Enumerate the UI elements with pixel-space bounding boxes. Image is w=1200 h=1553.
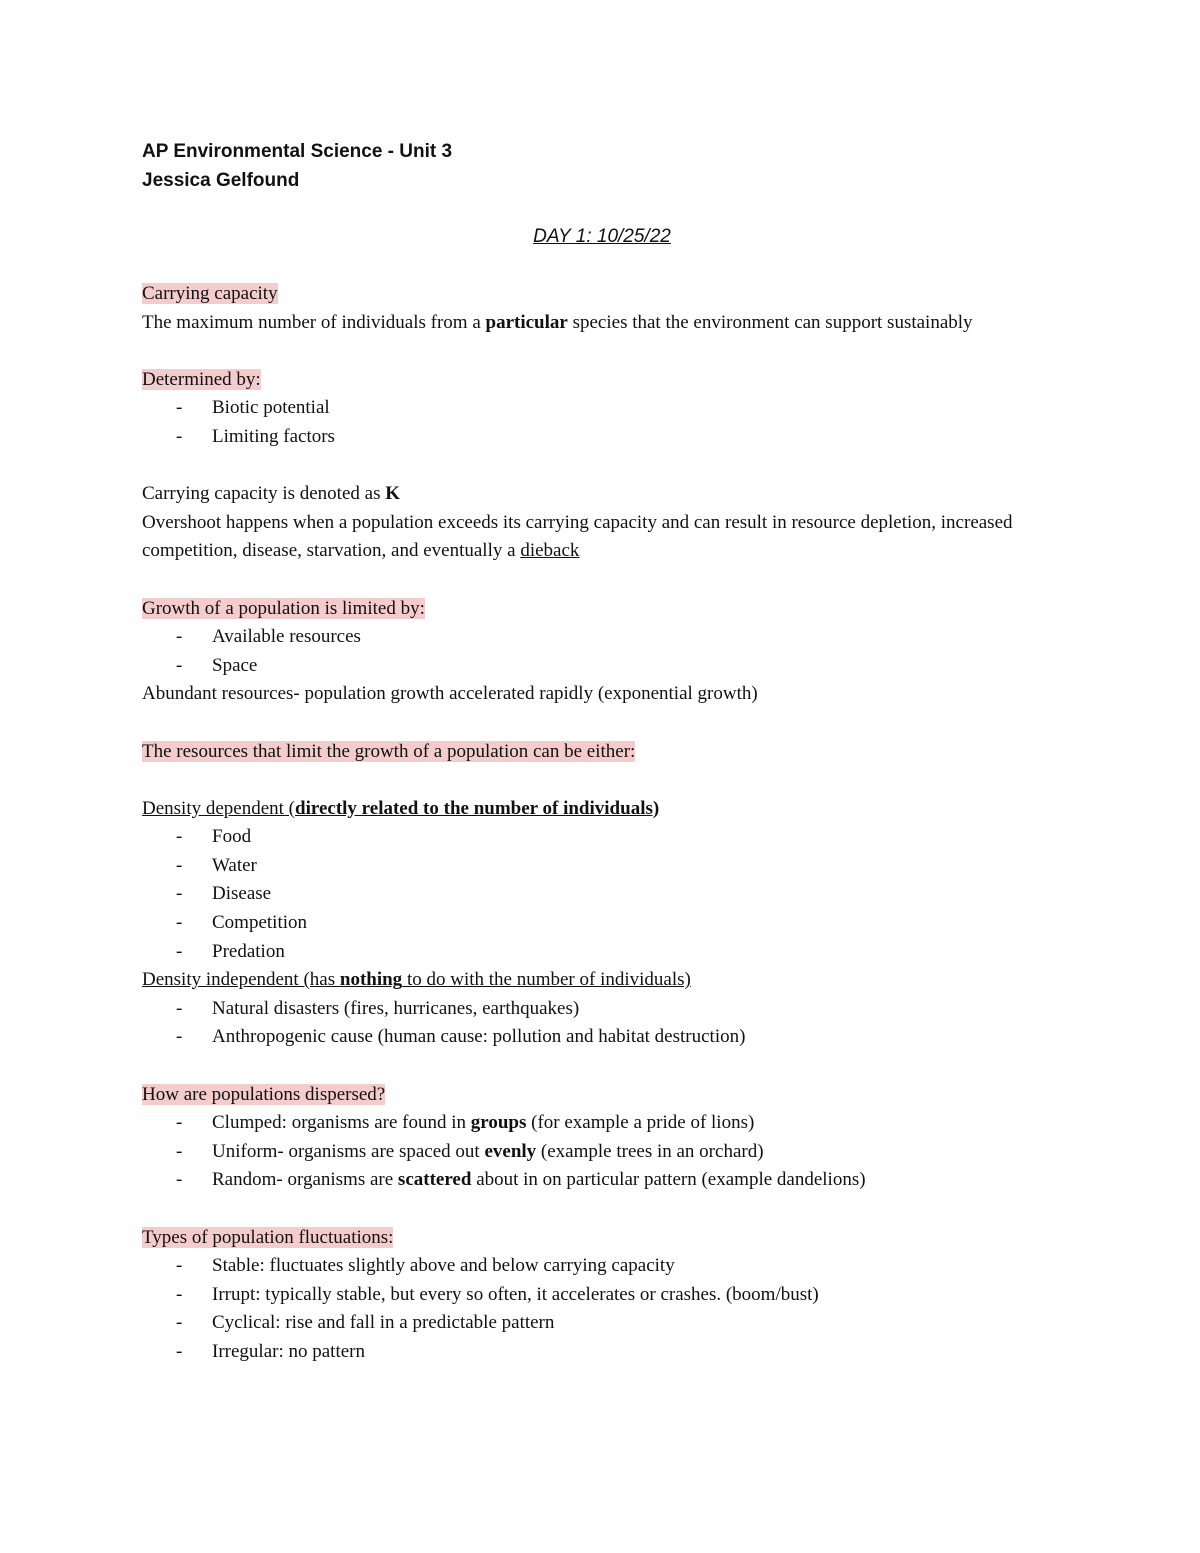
list-item bbox=[142, 1166, 1062, 1195]
fluctuations-list bbox=[142, 1252, 1062, 1366]
resources-limit-heading: The resources that limit the growth of a population can be either: bbox=[142, 740, 636, 762]
spacer bbox=[142, 566, 1062, 595]
list-item: - Cyclical: rise and fall in a predictable pattern bbox=[142, 1309, 1062, 1338]
definition-text: The maximum number of individuals from a bbox=[142, 311, 486, 333]
item-text: Random- organisms are bbox=[212, 1169, 398, 1191]
list-item: - Available resources bbox=[142, 623, 1062, 652]
density-dependent-text: Density dependent ( bbox=[142, 797, 296, 819]
growth-limited-list bbox=[142, 623, 1062, 680]
spacer bbox=[142, 709, 1062, 738]
carrying-capacity-definition bbox=[142, 309, 1062, 338]
spacer bbox=[142, 766, 1062, 795]
density-independent-text-end: to do with the number of individuals) bbox=[402, 969, 691, 991]
carrying-capacity-section bbox=[142, 280, 1062, 309]
determined-by-list bbox=[142, 394, 1062, 451]
determined-by-heading: Determined by: bbox=[142, 368, 261, 390]
denoted-line bbox=[142, 480, 1062, 509]
fluctuations-heading: Types of population fluctuations: bbox=[142, 1226, 394, 1248]
growth-limited-section bbox=[142, 595, 1062, 624]
list-item: - Anthropogenic cause (human cause: pollution and habitat destruction) bbox=[142, 1023, 1062, 1052]
spacer bbox=[142, 1195, 1062, 1224]
list-item: - Water bbox=[142, 852, 1062, 881]
growth-limited-heading: Growth of a population is limited by: bbox=[142, 597, 425, 619]
determined-by-section bbox=[142, 366, 1062, 395]
notes-body bbox=[142, 280, 1062, 1367]
list-item: - Irregular: no pattern bbox=[142, 1338, 1062, 1367]
document-page bbox=[142, 137, 1062, 1367]
denoted-text: Carrying capacity is denoted as bbox=[142, 483, 386, 505]
document-author: Jessica Gelfound bbox=[142, 170, 300, 191]
density-dependent-label bbox=[142, 795, 1062, 824]
item-bold: groups bbox=[470, 1112, 527, 1134]
list-item bbox=[142, 1109, 1062, 1138]
k-symbol: K bbox=[385, 483, 401, 505]
list-item: - Food bbox=[142, 823, 1062, 852]
spacer bbox=[142, 1052, 1062, 1081]
list-item: - Biotic potential bbox=[142, 394, 1062, 423]
density-independent-label bbox=[142, 966, 1062, 995]
document-title: AP Environmental Science - Unit 3 bbox=[142, 141, 453, 162]
item-bold: evenly bbox=[484, 1140, 537, 1162]
overshoot-text: Overshoot happens when a population exceeds its carrying capacity and can result in resource depletion, increased competition, disease, starvation, and eventually a bbox=[142, 511, 1013, 562]
item-text: Clumped: organisms are found in bbox=[212, 1112, 471, 1134]
dispersion-heading: How are populations dispersed? bbox=[142, 1083, 386, 1105]
definition-bold: particular bbox=[485, 311, 568, 333]
overshoot-paragraph bbox=[142, 509, 1062, 566]
carrying-capacity-heading: Carrying capacity bbox=[142, 283, 278, 304]
item-bold: scattered bbox=[397, 1169, 472, 1191]
list-item: - Irrupt: typically stable, but every so often, it accelerates or crashes. (boom/bust) bbox=[142, 1281, 1062, 1310]
density-independent-bold: nothing bbox=[339, 969, 403, 991]
day-heading: DAY 1: 10/25/22 bbox=[533, 226, 671, 247]
spacer bbox=[142, 452, 1062, 481]
list-item: - Limiting factors bbox=[142, 423, 1062, 452]
density-dependent-list bbox=[142, 823, 1062, 966]
list-item: - Space bbox=[142, 652, 1062, 681]
list-item: - Predation bbox=[142, 938, 1062, 967]
dispersion-section bbox=[142, 1081, 1062, 1110]
density-independent-list bbox=[142, 995, 1062, 1052]
list-item bbox=[142, 1138, 1062, 1167]
density-independent-text: Density independent (has bbox=[142, 969, 340, 991]
list-item: - Stable: fluctuates slightly above and below carrying capacity bbox=[142, 1252, 1062, 1281]
item-text-end: about in on particular pattern (example dandelions) bbox=[471, 1169, 866, 1191]
abundant-resources-note: Abundant resources- population growth accelerated rapidly (exponential growth) bbox=[142, 683, 758, 705]
item-text-end: (example trees in an orchard) bbox=[536, 1140, 764, 1162]
resources-limit-section bbox=[142, 738, 1062, 767]
item-text-end: (for example a pride of lions) bbox=[526, 1112, 755, 1134]
list-item: - Disease bbox=[142, 880, 1062, 909]
fluctuations-section bbox=[142, 1224, 1062, 1253]
definition-text-end: species that the environment can support sustainably bbox=[567, 311, 973, 333]
item-text: Uniform- organisms are spaced out bbox=[212, 1140, 485, 1162]
list-item: - Competition bbox=[142, 909, 1062, 938]
dispersion-list bbox=[142, 1109, 1062, 1195]
density-dependent-bold: directly related to the number of individuals) bbox=[295, 797, 660, 819]
dieback-term: dieback bbox=[520, 540, 580, 562]
list-item: - Natural disasters (fires, hurricanes, earthquakes) bbox=[142, 995, 1062, 1024]
spacer bbox=[142, 337, 1062, 366]
